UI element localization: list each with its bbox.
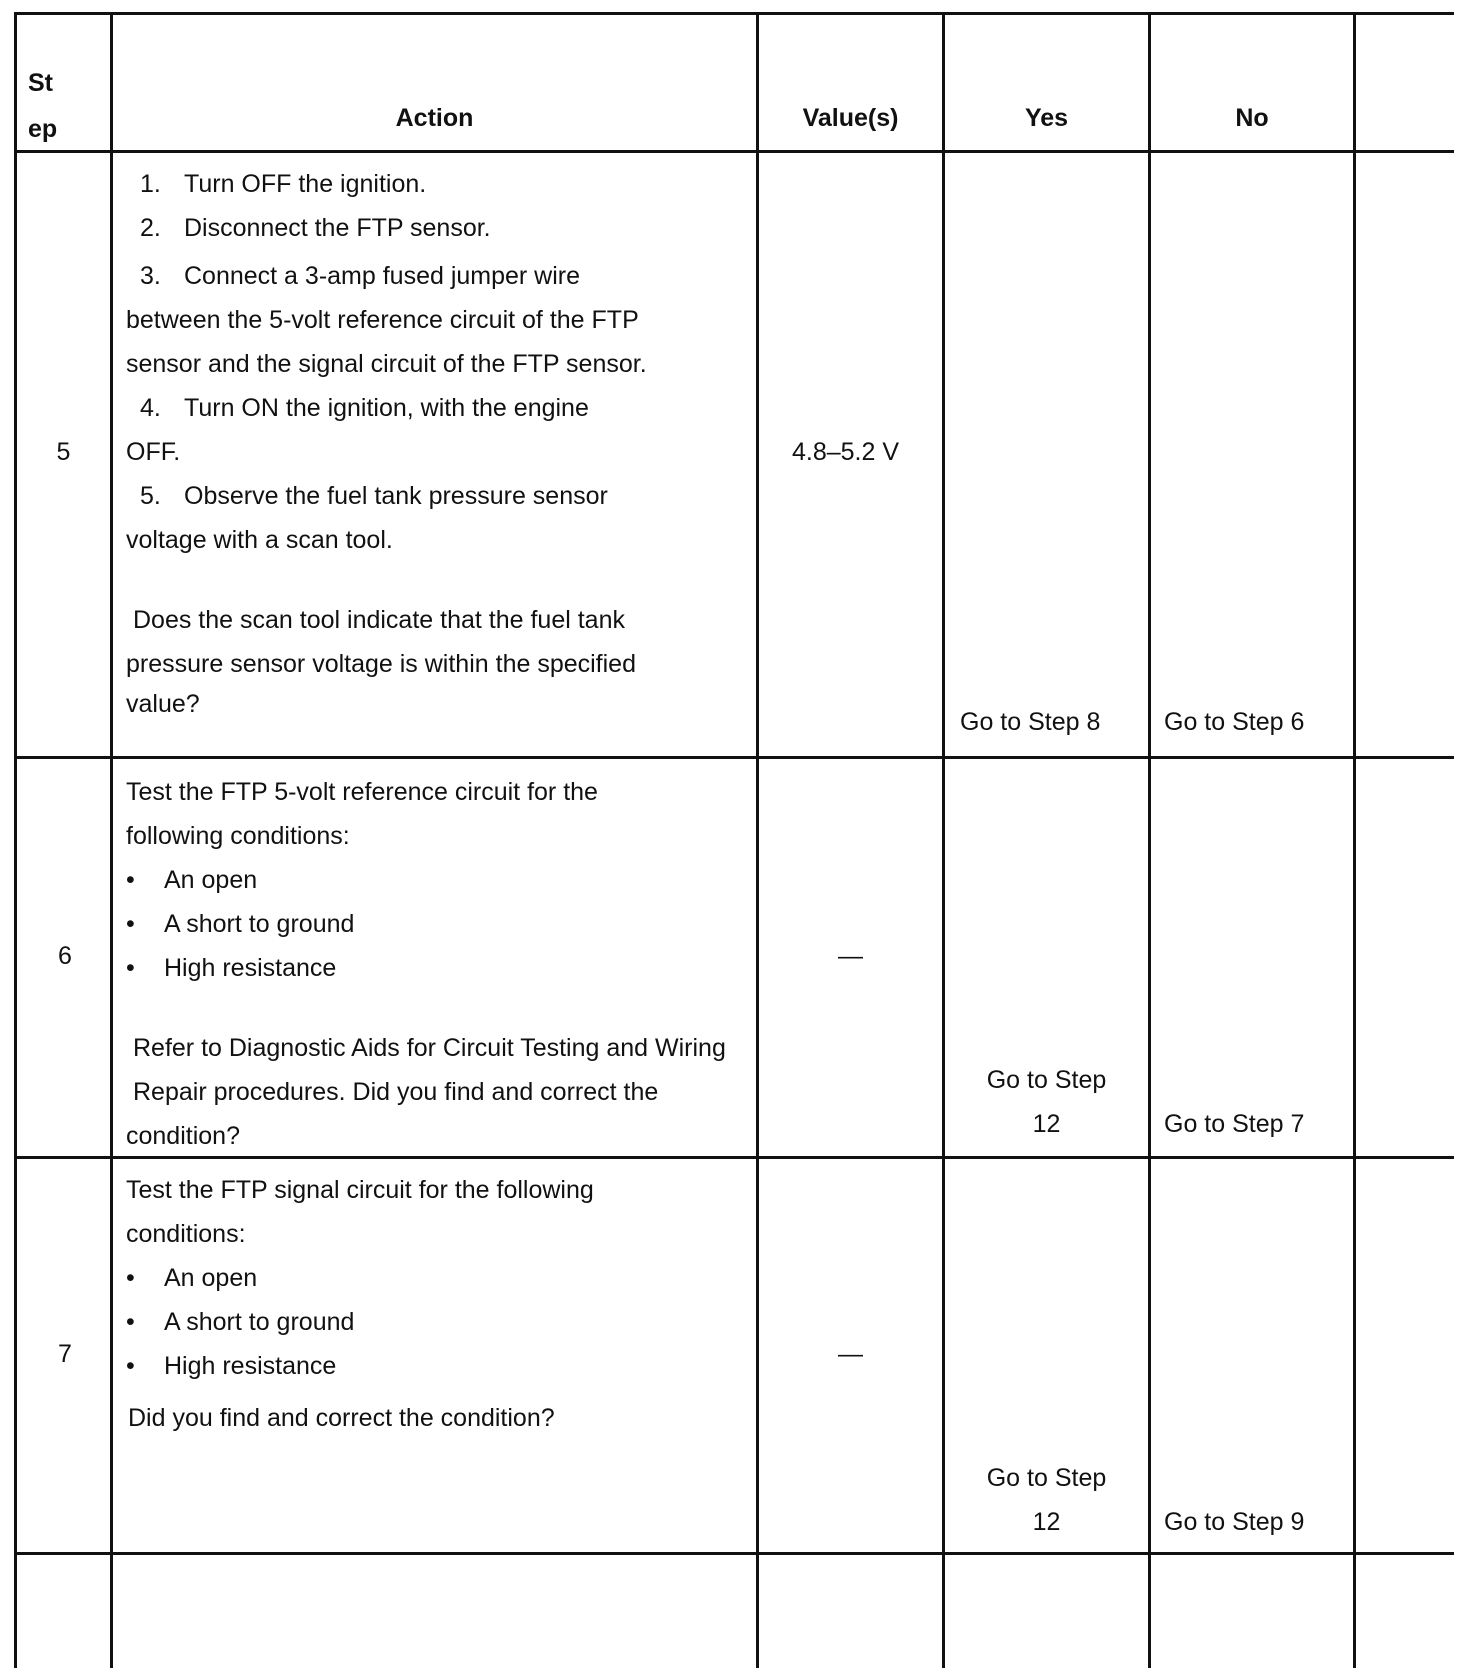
list-item: • An open [126, 866, 258, 894]
column-separator [110, 12, 113, 1668]
table-border-top [14, 12, 1454, 15]
table-border-left [14, 12, 17, 1668]
value-text: 4.8–5.2 V [791, 438, 900, 466]
question-text: Does the scan tool indicate that the fuel tank pressure sensor voltage is within the specified value? [126, 606, 636, 718]
step-number: 7 [58, 1340, 72, 1368]
no-target: Go to Step 6 [1164, 708, 1305, 736]
action-text: 1. Turn OFF the ignition. 2. Disconnect the FTP sensor. 3. Connect a 3-amp fused jumper wire between the 5-volt reference circuit of the FTP sensor and the signal circuit of the FTP sensor. 4. Turn ON the ignition, with the engine OFF. 5. Observe the fuel tank pressure sensor voltage with a scan tool. Does the scan tool indicate that the fuel tank pressure sensor voltage is within the specified value? [126, 162, 647, 722]
header-values: Value(s) [802, 104, 899, 132]
header-no: No [1235, 104, 1269, 132]
list-item: • A short to ground [126, 910, 355, 938]
yes-target: Go to Step 12 [986, 1066, 1107, 1138]
yes-target: Go to Step 12 [986, 1464, 1107, 1536]
list-item: 4. Turn ON the ignition, with the engine [140, 394, 589, 422]
value-dash: — [838, 942, 863, 970]
column-separator [1148, 12, 1151, 1668]
action-text: Test the FTP 5-volt reference circuit for the following conditions: • An open • A short to ground • High resistance Refer to Diagnostic Aids for Circuit Testing and Wiring Repair procedures. Did you find and correct the condition? [126, 770, 726, 1158]
header-yes: Yes [1024, 104, 1069, 132]
header-separator [14, 150, 1454, 153]
list-item: • High resistance [126, 954, 337, 982]
no-target: Go to Step 9 [1164, 1508, 1305, 1536]
action-text: Test the FTP signal circuit for the following conditions: • An open • A short to ground • High resistance Did you find and correct the condition? [126, 1176, 594, 1432]
list-item: • A short to ground [126, 1308, 355, 1336]
yes-target: Go to Step 8 [960, 708, 1101, 736]
value-dash: — [838, 1340, 863, 1368]
question-text: Refer to Diagnostic Aids for Circuit Testing and Wiring Repair procedures. Did you find and correct the condition? [126, 1034, 726, 1150]
header-action: Action [395, 104, 474, 132]
list-item: 1. Turn OFF the ignition. [140, 170, 427, 198]
row-separator [14, 756, 1454, 759]
step-number: 6 [58, 942, 72, 970]
header-step: St ep [28, 69, 58, 143]
list-item: 2. Disconnect the FTP sensor. [140, 214, 491, 242]
column-separator [942, 12, 945, 1668]
list-item: • An open [126, 1264, 258, 1292]
list-item: 5. Observe the fuel tank pressure sensor [140, 482, 608, 510]
column-separator [756, 12, 759, 1668]
table-border-right [1353, 12, 1356, 1668]
step-number: 5 [56, 438, 71, 466]
list-item: 3. Connect a 3-amp fused jumper wire [140, 262, 581, 290]
list-item: • High resistance [126, 1352, 337, 1380]
table-border-bottom [14, 1552, 1454, 1555]
diagnostic-table [14, 12, 1454, 1668]
no-target: Go to Step 7 [1164, 1110, 1305, 1138]
